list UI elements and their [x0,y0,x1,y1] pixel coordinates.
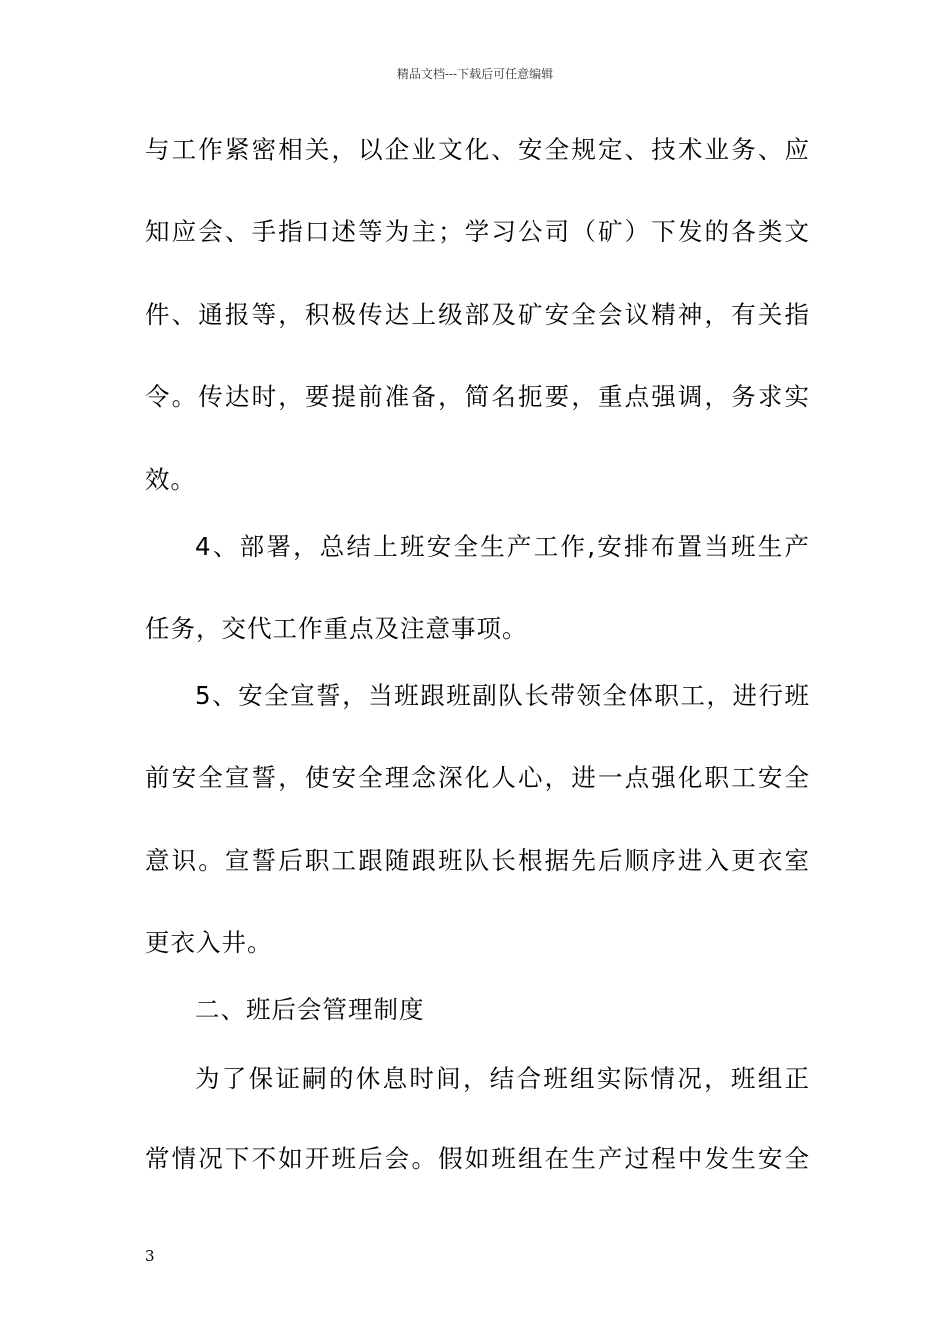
paragraph-line: 与工作紧密相关，以企业文化、安全规定、技术业务、应 [145,135,810,164]
page-number: 3 [145,1247,155,1265]
paragraph-line: 更衣入井。 [145,928,273,957]
paragraph-line: 意识。宣誓后职工跟随跟班队长根据先后顺序进入更衣室 [145,846,810,875]
paragraph-line: 任务，交代工作重点及注意事项。 [145,614,528,643]
paragraph-line: 令。传达时，要提前准备，简名扼要，重点强调，务求实 [145,382,810,411]
page-header: 精品文档---下载后可任意编辑 [396,67,554,81]
section-heading: 二、班后会管理制度 [195,995,425,1024]
paragraph-line: 效。 [145,465,196,494]
paragraph-line: 件、通报等，积极传达上级部及矿安全会议精神，有关指 [145,300,810,329]
paragraph-line: 5、安全宣誓，当班跟班副队长带领全体职工，进行班 [195,681,810,710]
paragraph-line: 4、部署，总结上班安全生产工作,安排布置当班生产 [195,532,810,561]
paragraph-line: 前安全宣誓，使安全理念深化人心，进一点强化职工安全 [145,763,810,792]
paragraph-line: 知应会、手指口述等为主；学习公司（矿）下发的各类文 [145,217,810,246]
paragraph-line: 常情况下不如开班后会。假如班组在生产过程中发生安全 [145,1144,810,1173]
paragraph-line: 为了保证嗣的休息时间，结合班组实际情况，班组正 [195,1064,810,1093]
